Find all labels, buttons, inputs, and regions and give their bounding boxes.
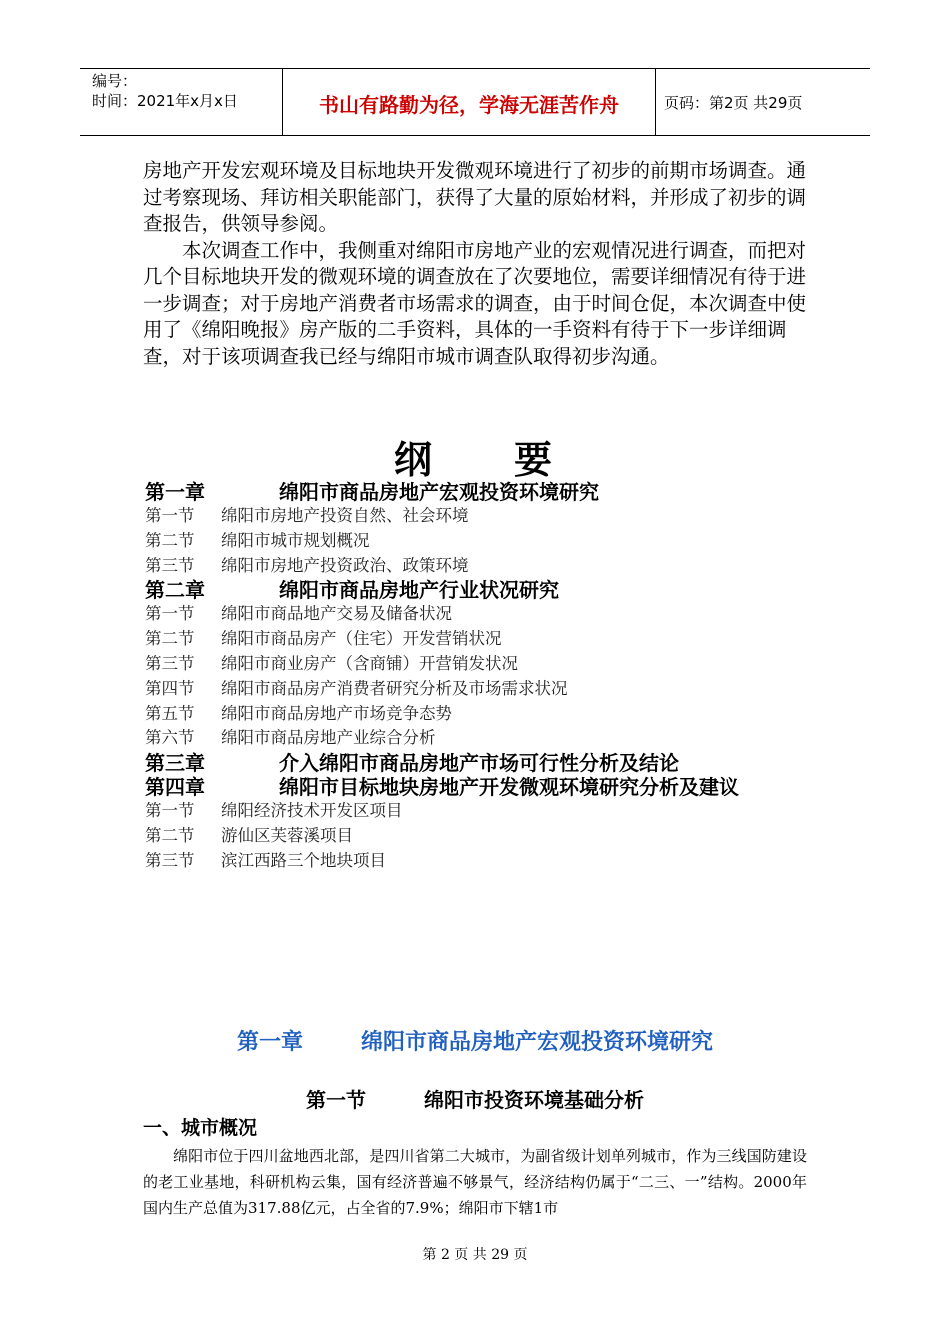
toc-section <box>145 849 845 874</box>
intro-paragraph-1: 房地产开发宏观环境及目标地块开发微观环境进行了初步的前期市场调查。通过考察现场、拜访相关职能部门，获得了大量的原始材料，并形成了初步的调查报告，供领导参阅。 <box>143 159 807 235</box>
toc-text: 绵阳市商品房地产市场竞争态势 <box>221 703 452 723</box>
body-paragraph: 绵阳市位于四川盆地西北部，是四川省第二大城市，为副省级计划单列城市，作为三线国防建设的老工业基地，科研机构云集，国有经济普遍不够景气，经济结构仍属于“二三、一”结构。2000年国内生产总值为317.88亿元，占全省的7.9%；绵阳市下辖1市 <box>143 1147 807 1217</box>
toc-number: 第三节 <box>145 555 195 575</box>
toc-title-char-1: 纲 <box>393 437 436 482</box>
toc-section <box>145 529 845 554</box>
toc-section <box>145 799 845 824</box>
chapter-title: 绵阳市商品房地产宏观投资环境研究 <box>361 1030 714 1055</box>
chapter-heading <box>0 1028 950 1058</box>
toc-text: 绵阳市商品房地产行业状况研究 <box>279 578 559 603</box>
table-of-contents <box>145 480 845 874</box>
toc-number: 第一节 <box>145 801 195 821</box>
toc-number: 第一节 <box>145 506 195 525</box>
toc-text: 滨江西路三个地块项目 <box>221 850 386 870</box>
toc-text: 绵阳市目标地块房地产开发微观环境研究分析及建议 <box>279 775 739 800</box>
toc-number: 第二节 <box>145 629 195 649</box>
toc-chapter <box>145 578 845 602</box>
toc-number: 第六节 <box>145 728 195 748</box>
toc-number: 第三节 <box>145 653 195 673</box>
toc-text: 介入绵阳市商品房地产市场可行性分析及结论 <box>279 751 679 776</box>
toc-number: 第四节 <box>145 678 195 698</box>
toc-text: 绵阳经济技术开发区项目 <box>221 801 403 821</box>
toc-chapter <box>145 775 845 799</box>
toc-section <box>145 824 845 849</box>
toc-text: 绵阳市房地产投资自然、社会环境 <box>221 506 469 525</box>
header-meta <box>80 69 282 135</box>
toc-text: 绵阳市商品房产（住宅）开发营销状况 <box>221 629 502 649</box>
toc-section <box>145 677 845 702</box>
toc-section <box>145 702 845 727</box>
toc-text: 绵阳市商品房地产业综合分析 <box>221 728 436 748</box>
toc-section <box>145 652 845 677</box>
toc-chapter <box>145 480 845 504</box>
toc-text: 绵阳市商品地产交易及储备状况 <box>221 604 452 624</box>
section-number: 第一节 <box>306 1088 366 1112</box>
toc-number: 第二章 <box>145 578 205 603</box>
toc-text: 绵阳市商品房产消费者研究分析及市场需求状况 <box>221 678 568 698</box>
toc-number: 第二节 <box>145 530 195 550</box>
toc-number: 第五节 <box>145 703 195 723</box>
document-date: 时间：2021年x月x日 <box>92 92 238 110</box>
section-heading <box>0 1086 950 1114</box>
page-footer: 第 2 页 共 29 页 <box>422 1247 528 1263</box>
toc-section <box>145 726 845 751</box>
toc-text: 绵阳市城市规划概况 <box>221 530 370 550</box>
toc-section <box>145 504 845 529</box>
toc-title <box>0 438 950 482</box>
toc-section <box>145 627 845 652</box>
toc-text: 绵阳市房地产投资政治、政策环境 <box>221 555 469 575</box>
intro-paragraph-2: 本次调查工作中，我侧重对绵阳市房地产业的宏观情况进行调查，而把对几个目标地块开发的微观环境的调查放在了次要地位，需要详细情况有待于进一步调查；对于房地产消费者市场需求的调查，由于时间仓促，本次调查中使用了《绵阳晚报》房产版的二手资料，具体的一手资料有待于下一步详细调查，对于该项调查我已经与绵阳市城市调查队取得初步沟通。 <box>143 238 807 368</box>
page-header <box>80 68 870 136</box>
toc-number: 第二节 <box>145 825 195 845</box>
header-page-info: 页码：第2页 共29页 <box>664 93 803 112</box>
toc-section <box>145 554 845 579</box>
subheading: 一、城市概况 <box>143 1117 258 1139</box>
toc-text: 绵阳市商业房产（含商铺）开营销发状况 <box>221 653 518 673</box>
toc-number: 第一节 <box>145 604 195 624</box>
toc-number: 第三节 <box>145 850 195 870</box>
toc-number: 第一章 <box>145 480 205 504</box>
header-motto: 书山有路勤为径，学海无涯苦作舟 <box>282 69 656 135</box>
toc-text: 绵阳市商品房地产宏观投资环境研究 <box>279 480 599 504</box>
toc-number: 第四章 <box>145 775 205 800</box>
toc-text: 游仙区芙蓉溪项目 <box>221 825 353 845</box>
intro-text <box>143 158 807 370</box>
toc-number: 第三章 <box>145 751 205 776</box>
toc-chapter <box>145 751 845 775</box>
document-number: 编号： <box>92 72 138 90</box>
chapter-number: 第一章 <box>236 1030 303 1055</box>
toc-section <box>145 602 845 627</box>
section-title: 绵阳市投资环境基础分析 <box>424 1088 644 1112</box>
toc-title-char-2: 要 <box>513 437 556 482</box>
